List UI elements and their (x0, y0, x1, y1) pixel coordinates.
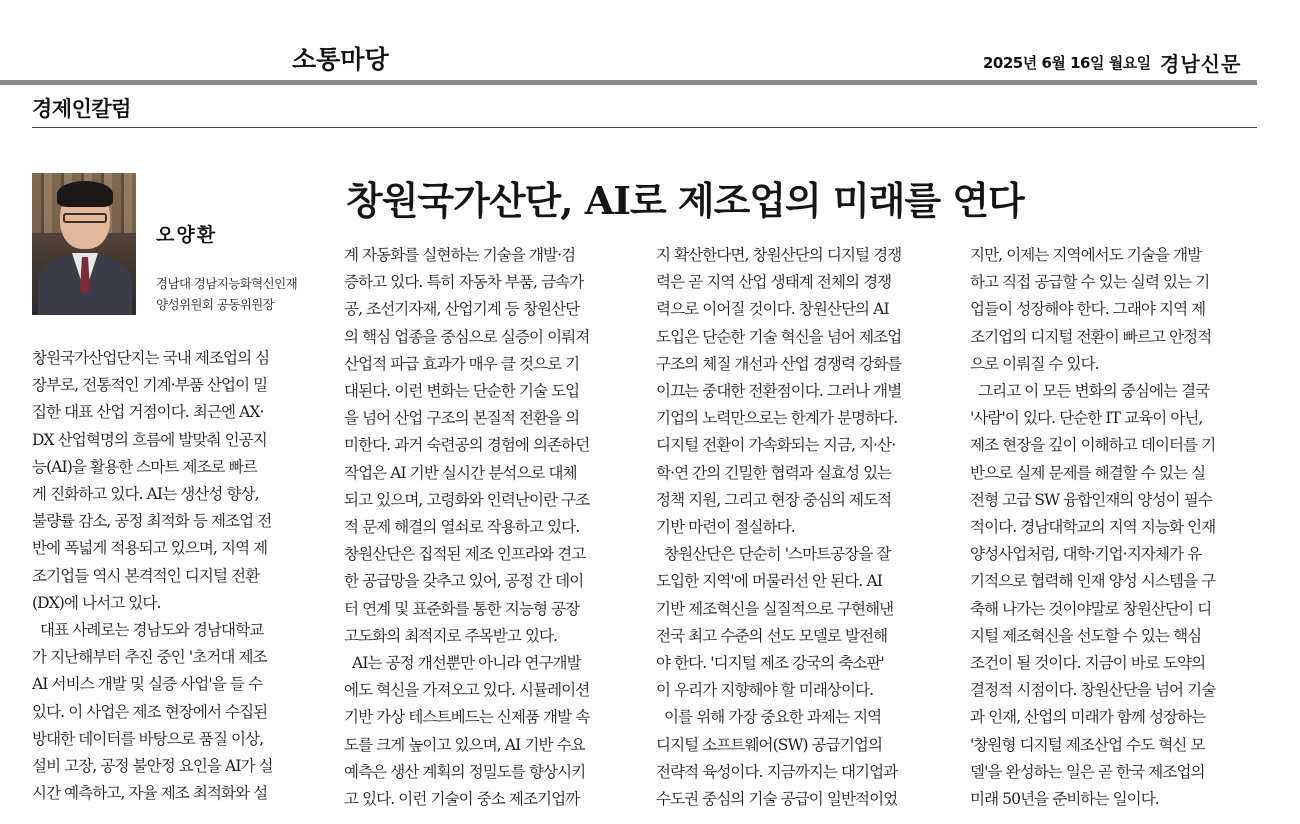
article-line: 적 문제 해결의 열쇠로 작용하고 있다. (344, 518, 580, 537)
article-line: 조기업들 역시 본격적인 디지털 전환 (32, 566, 260, 585)
article-line: 장부로, 전통적인 기계·부품 산업이 밀 (32, 376, 268, 395)
article-line: 창원산단은 집적된 제조 인프라와 견고 (344, 545, 586, 564)
article-line: 도입한 지역'에 머물러선 안 된다. AI (656, 572, 882, 591)
article-line: 기업의 노력만으로는 한계가 분명하다. (656, 409, 898, 428)
article-line: 축해 나가는 것이야말로 창원산단이 디 (970, 599, 1212, 618)
article-line: 반으로 실제 문제를 해결할 수 있는 실 (970, 463, 1206, 482)
article-line: 터 연계 및 표준화를 통한 지능형 공장 (344, 599, 580, 618)
article-line: 학·연 간의 긴밀한 협력과 실효성 있는 (656, 463, 892, 482)
article-line: 창원산단은 단순히 '스마트공장을 잘 (656, 545, 891, 564)
article-line: 전략적 육성이다. 지금까지는 대기업과 (656, 762, 898, 781)
article-line: 기반 가상 테스트베드는 신제품 개발 속 (344, 708, 590, 727)
masthead-rule (0, 80, 1257, 85)
issue-date: 2025년 6월 16일 월요일 (983, 54, 1151, 72)
article-line: 그리고 이 모든 변화의 중심에는 결국 (970, 382, 1210, 401)
article-line: 과 인재, 산업의 미래가 함께 성장하는 (970, 708, 1206, 727)
column-name: 경제인칼럼 (32, 97, 131, 121)
article-line: 고도화의 최적지로 주목받고 있다. (344, 626, 558, 645)
article-line: AI 서비스 개발 및 실증 사업'을 들 수 (32, 675, 263, 694)
author-title (156, 273, 316, 315)
article-line: 공, 조선기자재, 산업기계 등 창원산단 (344, 300, 580, 319)
article-line: 지털 제조혁신을 선도할 수 있는 핵심 (970, 626, 1202, 645)
headline: 창원국가산단, AI로 제조업의 미래를 연다 (346, 178, 1024, 223)
article-line: 한 공급망을 갖추고 있어, 공정 간 데이 (344, 572, 584, 591)
article-line: 디지털 소프트웨어(SW) 공급기업의 (656, 735, 883, 754)
author-title-line: 경남대 경남지능화혁신인재 (156, 276, 298, 291)
article-line: 설비 고장, 공정 불안정 요인을 AI가 실 (32, 757, 273, 776)
article-line: 있다. 이 사업은 제조 현장에서 수집된 (32, 702, 268, 721)
author-name: 오양환 (156, 224, 218, 246)
article-line: 디지털 전환이 가속화되는 지금, 지·산· (656, 436, 896, 455)
article-column-4 (970, 242, 1262, 813)
article-line: 산업적 파급 효과가 매우 클 것으로 기 (344, 354, 580, 373)
article-line: 양성사업처럼, 대학·기업·지자체가 유 (970, 545, 1202, 564)
article-line: 미한다. 과거 숙련공의 경험에 의존하던 (344, 436, 590, 455)
article-line: 도입은 단순한 기술 혁신을 넘어 제조업 (656, 327, 902, 346)
article-line: 구조의 체질 개선과 산업 경쟁력 강화를 (656, 354, 902, 373)
article-line: 작업은 AI 기반 실시간 분석으로 대체 (344, 463, 577, 482)
article-line: 대된다. 이런 변화는 단순한 기술 도입 (344, 382, 580, 401)
article-line: 업들이 성장해야 한다. 그래야 지역 제 (970, 300, 1206, 319)
article-line: 기적으로 협력해 인재 양성 시스템을 구 (970, 572, 1216, 591)
article-column-1 (32, 345, 324, 807)
article-line: '사람'이 있다. 단순한 IT 교육이 아닌, (970, 409, 1203, 428)
author-photo (32, 173, 136, 315)
article-line: (DX)에 나서고 있다. (32, 593, 161, 612)
newspaper-name: 경남신문 (1160, 52, 1242, 76)
article-line: 가 지난해부터 추진 중인 '초거대 제조 (32, 648, 267, 667)
article-line: 력은 곧 지역 산업 생태계 전체의 경쟁 (656, 273, 892, 292)
masthead (0, 0, 1300, 80)
article-line: 전형 고급 SW 융합인재의 양성이 필수 (970, 490, 1212, 509)
article-column-3 (656, 242, 948, 813)
article-line: 고 있다. 이런 기술이 중소 제조기업까 (344, 790, 580, 809)
article-line: 적이다. 경남대학교의 지역 지능화 인재 (970, 518, 1216, 537)
article-line: 정책 지원, 그리고 현장 중심의 제도적 (656, 490, 892, 509)
article-line: 조기업의 디지털 전환이 빠르고 안정적 (970, 327, 1212, 346)
article-line: 결정적 시점이다. 창원산단을 넘어 기술 (970, 681, 1216, 700)
article-column-2 (344, 242, 636, 813)
article-line: 이 우리가 지향해야 할 미래상이다. (656, 681, 874, 700)
article-line: 게 진화하고 있다. AI는 생산성 향상, (32, 485, 259, 504)
article-line: 수도권 중심의 기술 공급이 일반적이었 (656, 790, 898, 809)
article-line: 이끄는 중대한 전환점이다. 그러나 개별 (656, 382, 902, 401)
article-line: 력으로 이어질 것이다. 창원산단의 AI (656, 300, 889, 319)
article-line: 하고 직접 공급할 수 있는 실력 있는 기 (970, 273, 1210, 292)
article-line: 미래 50년을 준비하는 일이다. (970, 790, 1159, 809)
article-line: 델'을 완성하는 일은 곧 한국 제조업의 (970, 762, 1205, 781)
article-line: 창원국가산업단지는 국내 제조업의 심 (32, 349, 270, 367)
article-line: 증하고 있다. 특히 자동차 부품, 금속가 (344, 273, 584, 292)
article-line: 능(AI)을 활용한 스마트 제조로 빠르 (32, 457, 257, 476)
article-line: 전국 최고 수준의 선도 모델로 발전해 (656, 626, 888, 645)
article-line: 을 넘어 산업 구조의 본질적 전환을 의 (344, 409, 580, 428)
article-line: 야 한다. '디지털 제조 강국의 축소판' (656, 654, 884, 673)
article-line: 에도 혁신을 가져오고 있다. 시뮬레이션 (344, 681, 590, 700)
article-line: 대표 사례로는 경남도와 경남대학교 (32, 621, 264, 640)
column-rule (32, 127, 1257, 128)
article-line: 이를 위해 가장 중요한 과제는 지역 (656, 708, 882, 727)
article-line: '창원형 디지털 제조산업 수도 혁신 모 (970, 735, 1205, 754)
article-line: 으로 이뤄질 수 있다. (970, 354, 1099, 373)
article-line: 도를 크게 높이고 있으며, AI 기반 수요 (344, 735, 585, 754)
article-line: 집한 대표 산업 거점이다. 최근엔 AX· (32, 403, 264, 422)
author-title-line: 양성위원회 공동위원장 (156, 297, 275, 312)
article-line: 반에 폭넓게 적용되고 있으며, 지역 제 (32, 539, 268, 558)
article-line: 예측은 생산 계획의 정밀도를 향상시키 (344, 762, 586, 781)
article-line: 기반 마련이 절실하다. (656, 518, 795, 537)
article-line: 의 핵심 업종을 중심으로 실증이 이뤄져 (344, 327, 590, 346)
section-title: 소통마당 (292, 45, 389, 74)
article-line: 시간 예측하고, 자율 제조 최적화와 설 (32, 784, 268, 803)
article-line: 불량률 감소, 공정 최적화 등 제조업 전 (32, 512, 272, 531)
article-line: 계 자동화를 실현하는 기술을 개발·검 (344, 246, 576, 264)
article-line: 제조 현장을 깊이 이해하고 데이터를 기 (970, 436, 1216, 455)
article-line: 방대한 데이터를 바탕으로 품질 이상, (32, 729, 264, 748)
article-line: 조건이 될 것이다. 지금이 바로 도약의 (970, 654, 1206, 673)
article-line: 기반 제조혁신을 실질적으로 구현해낸 (656, 599, 894, 618)
article-line: DX 산업혁명의 흐름에 발맞춰 인공지 (32, 430, 267, 449)
article-line: 되고 있으며, 고령화와 인력난이란 구조 (344, 490, 590, 509)
article-line: 지만, 이제는 지역에서도 기술을 개발 (970, 246, 1202, 264)
article-line: 지 확산한다면, 창원산단의 디지털 경쟁 (656, 246, 902, 264)
article-line: AI는 공정 개선뿐만 아니라 연구개발 (344, 654, 581, 673)
